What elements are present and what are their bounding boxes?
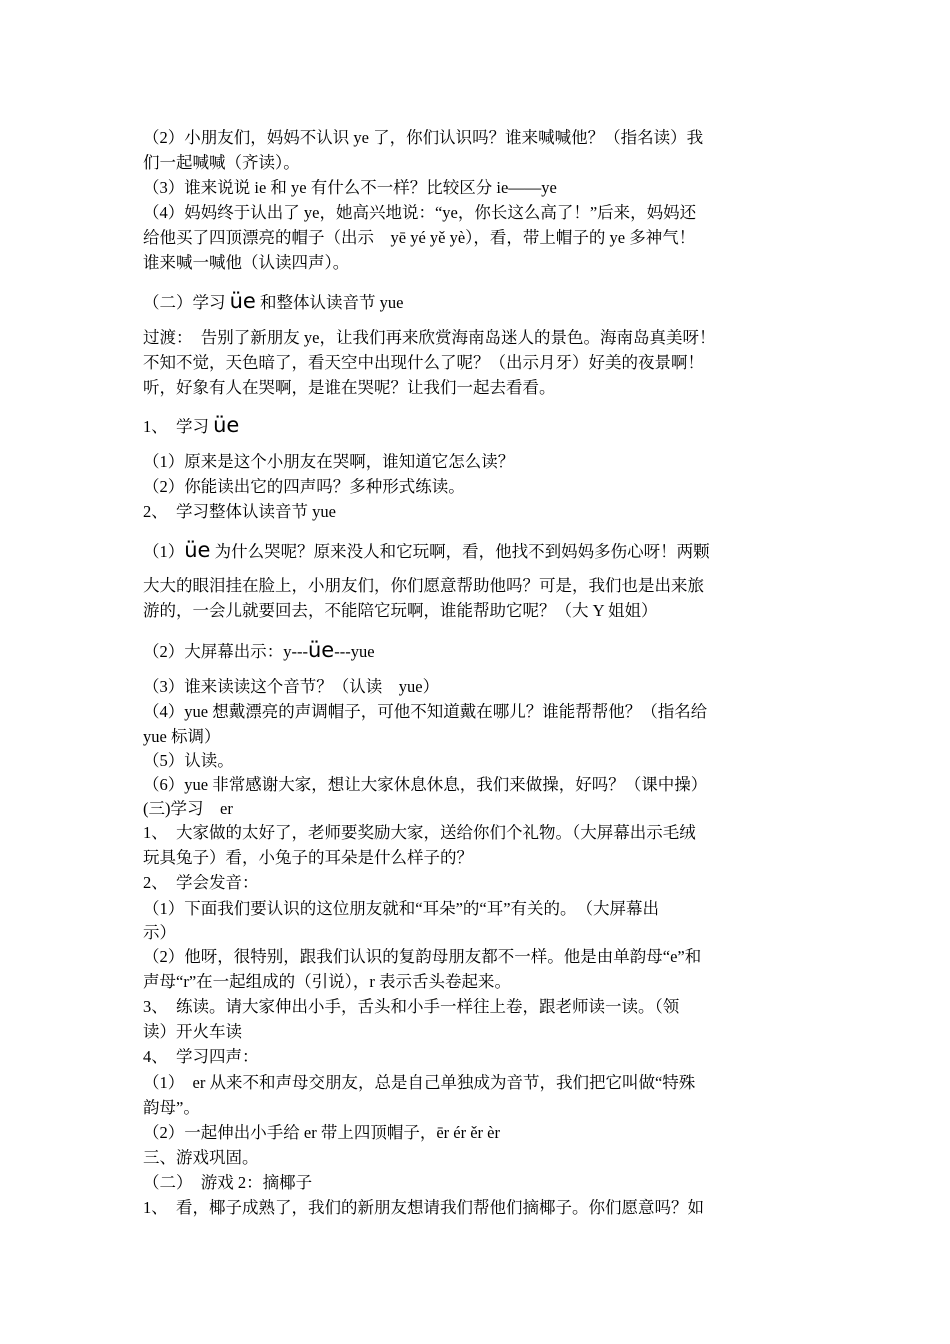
text-line: （1）下面我们要认识的这位朋友就和“耳朵”的“耳”有关的。 （大屏幕出 bbox=[143, 899, 660, 918]
text-line: 们一起喊喊（齐读）。 bbox=[143, 153, 300, 172]
text-line: 2、 学习整体认读音节 yue bbox=[143, 502, 336, 521]
text-line: （1）原来是这个小朋友在哭啊，谁知道它怎么读？ bbox=[143, 452, 515, 471]
text-line: 2、 学会发音： bbox=[143, 873, 259, 892]
line-prefix: （1） bbox=[143, 542, 185, 561]
heading-suffix: 和整体认读音节 yue bbox=[255, 293, 404, 312]
text-line: （2）你能读出它的四声吗？多种形式练读。 bbox=[143, 477, 465, 496]
text-line: 示） bbox=[143, 923, 176, 942]
pinyin-ue: üe bbox=[229, 289, 256, 313]
text-line: 大大的眼泪挂在脸上，小朋友们，你们愿意帮助他吗？可是，我们也是出来旅 bbox=[143, 576, 704, 595]
text-line: 1、 看，椰子成熟了，我们的新朋友想请我们帮他们摘椰子。你们愿意吗？如 bbox=[143, 1198, 704, 1217]
text-line: （2）一起伸出小手给 er 带上四顶帽子，ēr ér ěr èr bbox=[143, 1123, 500, 1142]
section-heading bbox=[143, 413, 811, 439]
text-line: 游的，一会儿就要回去，不能陪它玩啊，谁能帮助它呢？（大 Y 姐姐） bbox=[143, 601, 658, 620]
section-heading bbox=[143, 289, 811, 315]
text-line bbox=[143, 538, 811, 564]
text-line: 过渡： 告别了新朋友 ye，让我们再来欣赏海南岛迷人的景色。海南岛真美呀！ bbox=[143, 328, 716, 347]
pinyin-ue: üe bbox=[184, 538, 211, 562]
text-line: 三、游戏巩固。 bbox=[143, 1148, 259, 1167]
text-line: (三)学习 er bbox=[143, 799, 233, 818]
heading-prefix: 1、 学习 bbox=[143, 417, 214, 436]
line-prefix: （2）大屏幕出示：y--- bbox=[143, 642, 308, 661]
text-line: 读）开火车读 bbox=[143, 1022, 242, 1041]
text-line: 韵母”。 bbox=[143, 1098, 200, 1117]
text-line: 4、 学习四声： bbox=[143, 1047, 259, 1066]
text-line: （3）谁来读读这个音节？（认读 yue） bbox=[143, 677, 440, 696]
text-line: （6）yue 非常感谢大家，想让大家休息休息，我们来做操，好吗？（课中操） bbox=[143, 775, 708, 794]
line-suffix: ---yue bbox=[334, 642, 375, 661]
text-line: 玩具兔子）看，小兔子的耳朵是什么样子的？ bbox=[143, 848, 473, 867]
pinyin-ue: üe bbox=[213, 413, 240, 437]
text-line: 谁来喊一喊他（认读四声）。 bbox=[143, 253, 350, 272]
text-line: 3、 练读。请大家伸出小手，舌头和小手一样往上卷，跟老师读一读。（领 bbox=[143, 997, 680, 1016]
text-line: （4）yue 想戴漂亮的声调帽子，可他不知道戴在哪儿？谁能帮帮他？（指名给 bbox=[143, 702, 708, 721]
text-line: 1、 大家做的太好了，老师要奖励大家，送给你们个礼物。（大屏幕出示毛绒 bbox=[143, 823, 696, 842]
text-line: （3）谁来说说 ie 和 ye 有什么不一样？比较区分 ie——ye bbox=[143, 178, 557, 197]
text-line: （5）认读。 bbox=[143, 751, 234, 770]
text-line: 声母“r”在一起组成的（引说），r 表示舌头卷起来。 bbox=[143, 972, 512, 991]
text-line: 不知不觉，天色暗了，看天空中出现什么了呢？（出示月牙）好美的夜景啊！ bbox=[143, 353, 704, 372]
text-line: （2）小朋友们，妈妈不认识 ye 了，你们认识吗？谁来喊喊他？（指名读）我 bbox=[143, 128, 704, 147]
text-line: （1） er 从来不和声母交朋友，总是自己单独成为音节，我们把它叫做“特殊 bbox=[143, 1073, 696, 1092]
pinyin-ue: üe bbox=[307, 638, 335, 662]
text-line bbox=[143, 638, 811, 664]
text-line: （4）妈妈终于认出了 ye，她高兴地说：“ye，你长这么高了！”后来，妈妈还 bbox=[143, 203, 697, 222]
text-line: 给他买了四顶漂亮的帽子（出示 yē yé yě yè），看，带上帽子的 ye 多神气！ bbox=[143, 228, 696, 247]
line-suffix: 为什么哭呢？原来没人和它玩啊，看，他找不到妈妈多伤心呀！两颗 bbox=[210, 542, 710, 561]
text-line: （二） 游戏 2：摘椰子 bbox=[143, 1173, 313, 1192]
heading-prefix: （二）学习 bbox=[143, 293, 230, 312]
text-line: yue 标调） bbox=[143, 727, 221, 746]
text-line: 听，好象有人在哭啊，是谁在哭呢？让我们一起去看看。 bbox=[143, 378, 556, 397]
text-line: （2）他呀，很特别，跟我们认识的复韵母朋友都不一样。他是由单韵母“e”和 bbox=[143, 947, 702, 966]
